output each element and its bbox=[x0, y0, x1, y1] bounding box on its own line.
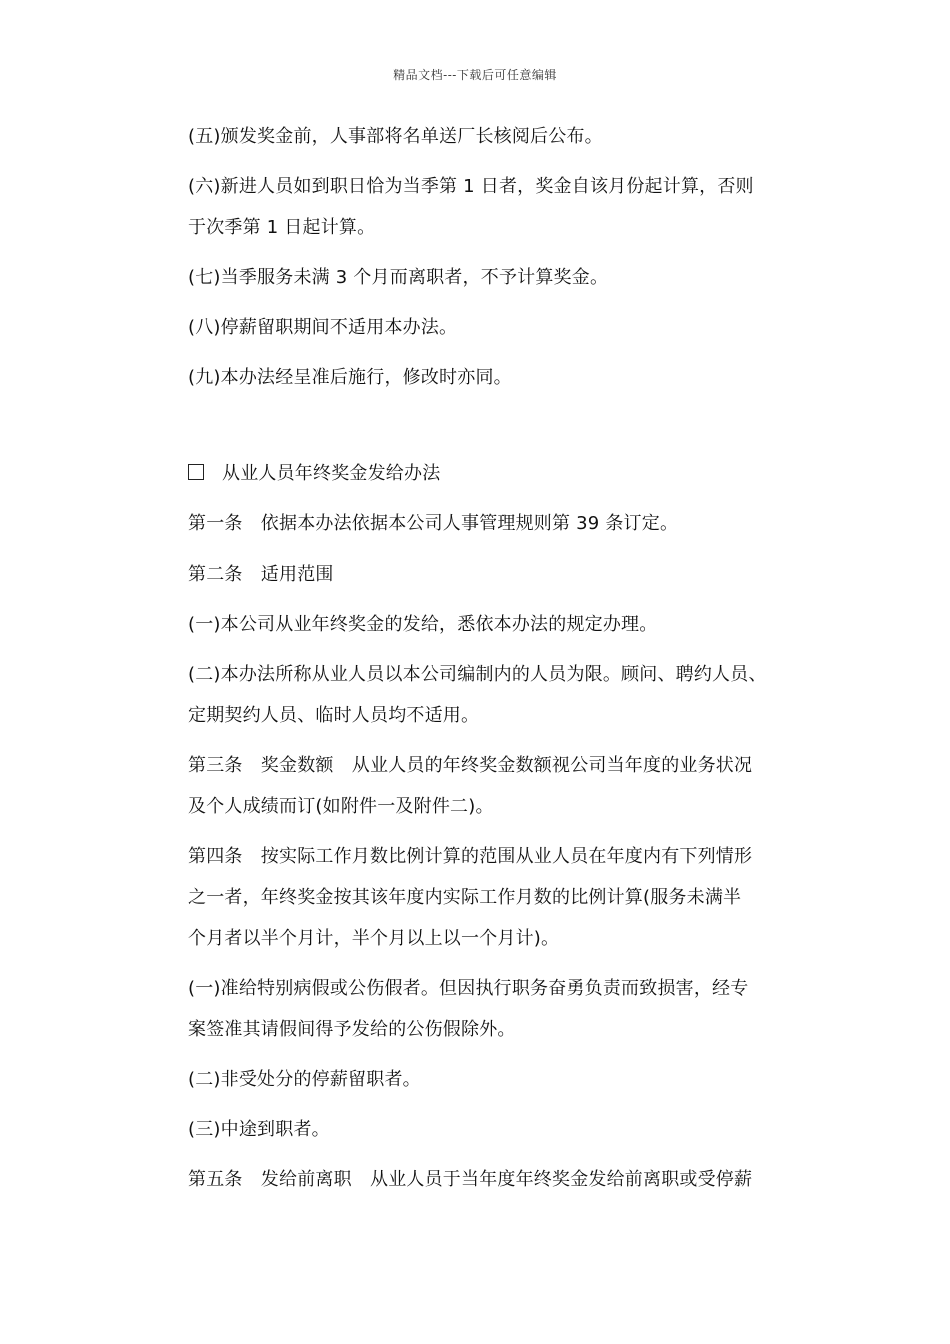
paragraph-line: 定期契约人员、临时人员均不适用。 bbox=[188, 705, 480, 726]
paragraph-line: 个月者以半个月计，半个月以上以一个月计)。 bbox=[188, 928, 560, 949]
page-header: 精品文档---下载后可任意编辑 bbox=[393, 68, 557, 82]
paragraph-line: (二)非受处分的停薪留职者。 bbox=[188, 1069, 421, 1090]
paragraph-line: 案签准其请假间得予发给的公伤假除外。 bbox=[188, 1019, 516, 1040]
checkbox-icon bbox=[188, 464, 204, 480]
article-line: 第三条 奖金数额 从业人员的年终奖金数额视公司当年度的业务状况 bbox=[188, 755, 753, 776]
article-line: 第一条 依据本办法依据本公司人事管理规则第 39 条订定。 bbox=[188, 513, 679, 534]
section-title: 从业人员年终奖金发给办法 bbox=[222, 463, 441, 484]
paragraph-line: (二)本办法所称从业人员以本公司编制内的人员为限。顾问、聘约人员、 bbox=[188, 664, 767, 685]
paragraph-line: (一)本公司从业年终奖金的发给，悉依本办法的规定办理。 bbox=[188, 614, 658, 635]
paragraph-line: 及个人成绩而订(如附件一及附件二)。 bbox=[188, 796, 494, 817]
paragraph-line: (八)停薪留职期间不适用本办法。 bbox=[188, 317, 458, 338]
paragraph-line: (六)新进人员如到职日恰为当季第 1 日者，奖金自该月份起计算，否则 bbox=[188, 176, 754, 197]
paragraph-line: (九)本办法经呈准后施行，修改时亦同。 bbox=[188, 367, 512, 388]
article-line: 第五条 发给前离职 从业人员于当年度年终奖金发给前离职或受停薪 bbox=[188, 1169, 753, 1190]
paragraph-line: 于次季第 1 日起计算。 bbox=[188, 217, 376, 238]
article-line: 第二条 适用范围 bbox=[188, 564, 334, 585]
paragraph-line: (一)准给特别病假或公伤假者。但因执行职务奋勇负责而致损害，经专 bbox=[188, 978, 749, 999]
section-heading bbox=[188, 462, 440, 486]
paragraph-line: (五)颁发奖金前，人事部将名单送厂长核阅后公布。 bbox=[188, 126, 603, 147]
paragraph-line: 之一者，年终奖金按其该年度内实际工作月数的比例计算(服务未满半 bbox=[188, 887, 742, 908]
paragraph-line: (三)中途到职者。 bbox=[188, 1119, 330, 1140]
paragraph-line: (七)当季服务未满 3 个月而离职者，不予计算奖金。 bbox=[188, 267, 609, 288]
article-line: 第四条 按实际工作月数比例计算的范围从业人员在年度内有下列情形 bbox=[188, 846, 753, 867]
